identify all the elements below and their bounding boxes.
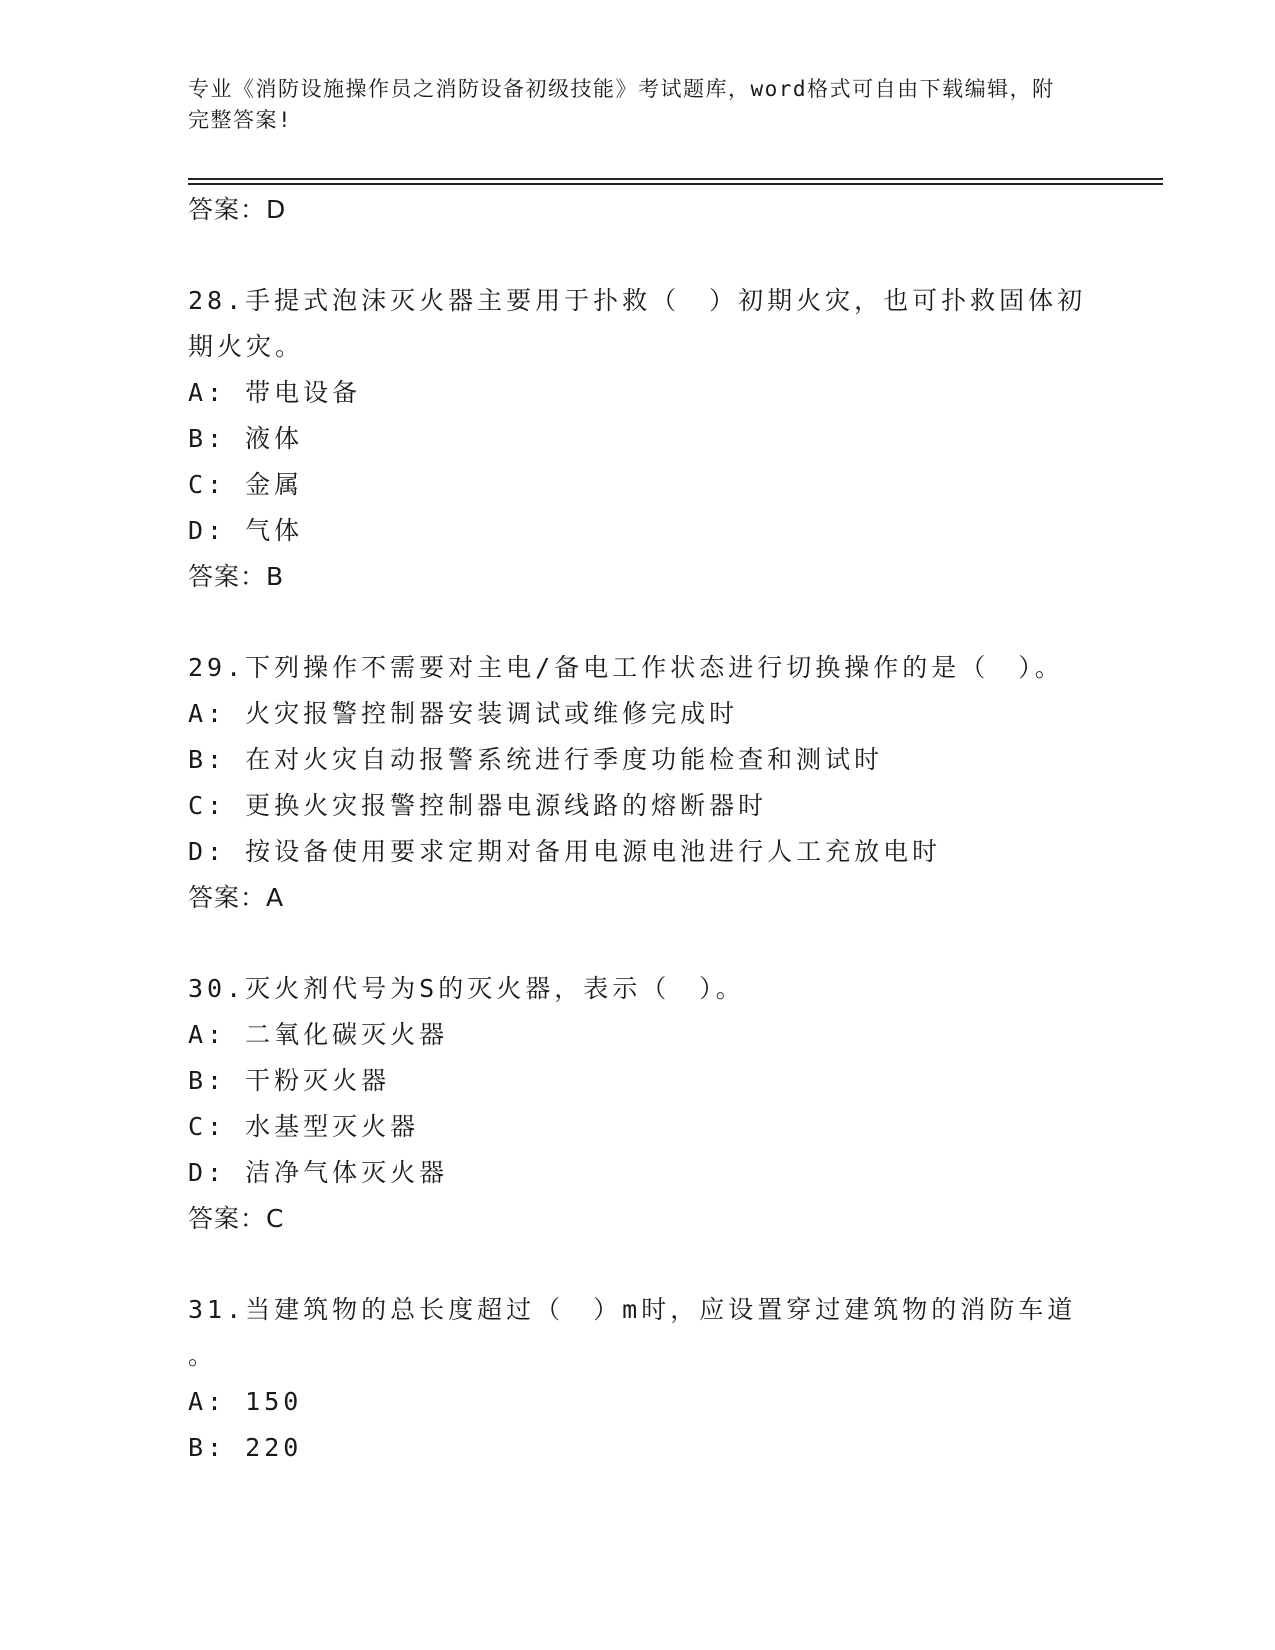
header-rule-bottom xyxy=(188,183,1163,185)
question-text: 30.灭火剂代号为S的灭火器，表示（ ）。 xyxy=(188,974,745,1003)
option-a: A: 二氧化碳灭火器 xyxy=(188,1020,449,1049)
question-29 xyxy=(188,645,1088,921)
option-a: A: 火灾报警控制器安装调试或维修完成时 xyxy=(188,699,739,728)
option-a: A: 150 xyxy=(188,1387,303,1416)
option-c: C: 水基型灭火器 xyxy=(188,1112,420,1141)
question-text: 29.下列操作不需要对主电/备电工作状态进行切换操作的是（ ）。 xyxy=(188,653,1064,682)
answer: 答案：C xyxy=(188,1204,285,1233)
question-text-continued: 。 xyxy=(188,1341,218,1370)
option-b: B: 220 xyxy=(188,1433,303,1462)
option-c: C: 更换火灾报警控制器电源线路的熔断器时 xyxy=(188,791,768,820)
option-b: B: 在对火灾自动报警系统进行季度功能检查和测试时 xyxy=(188,745,884,774)
option-b: B: 液体 xyxy=(188,424,304,453)
question-30 xyxy=(188,966,1088,1242)
option-d: D: 按设备使用要求定期对备用电源电池进行人工充放电时 xyxy=(188,837,942,866)
question-28 xyxy=(188,278,1088,600)
answer: 答案：B xyxy=(188,562,285,591)
question-text: 31.当建筑物的总长度超过（ ）m时，应设置穿过建筑物的消防车道 xyxy=(188,1295,1077,1324)
question-text: 28.手提式泡沫灭火器主要用于扑救（ ）初期火灾，也可扑救固体初 xyxy=(188,286,1087,315)
header-rule-top xyxy=(188,178,1163,180)
question-list xyxy=(188,187,1088,1471)
question-31 xyxy=(188,1287,1088,1471)
option-b: B: 干粉灭火器 xyxy=(188,1066,391,1095)
option-d: D: 洁净气体灭火器 xyxy=(188,1158,449,1187)
document-header: 专业《消防设施操作员之消防设备初级技能》考试题库，word格式可自由下载编辑，附完整答案! xyxy=(188,77,1055,132)
option-a: A: 带电设备 xyxy=(188,378,362,407)
previous-answer: 答案：D xyxy=(188,195,287,224)
question-text-continued: 期火灾。 xyxy=(188,332,305,361)
option-d: D: 气体 xyxy=(188,516,304,545)
answer: 答案：A xyxy=(188,883,285,912)
option-c: C: 金属 xyxy=(188,470,304,499)
